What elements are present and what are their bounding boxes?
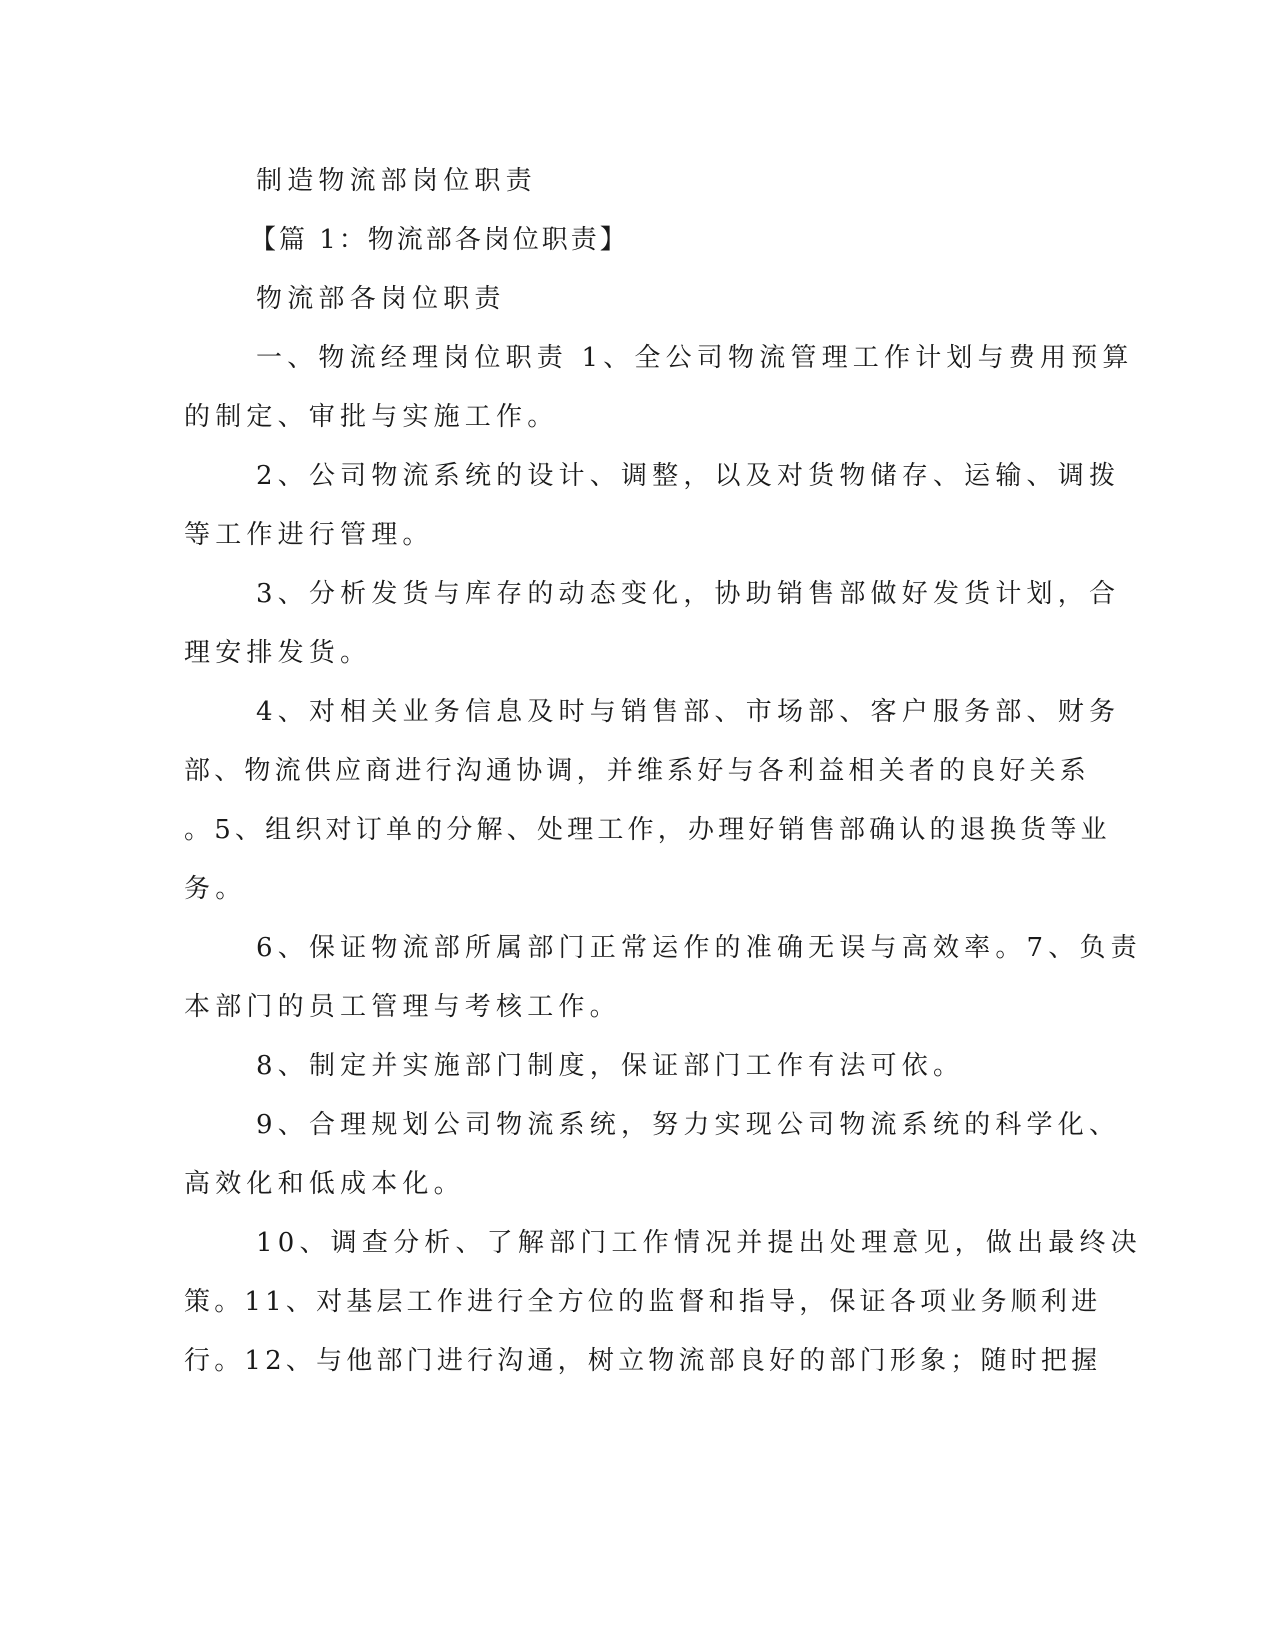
paragraph-line: 部、物流供应商进行沟通协调，并维系好与各利益相关者的良好关系: [184, 756, 1091, 786]
paragraph-line: 2、公司物流系统的设计、调整，以及对货物储存、运输、调拨: [256, 461, 1121, 491]
paragraph-line: 一、物流经理岗位职责 1、全公司物流管理工作计划与费用预算: [256, 343, 1134, 373]
section-heading: 【篇 1：物流部各岗位职责】: [250, 225, 629, 255]
paragraph-line: 行。12、与他部门进行沟通，树立物流部良好的部门形象；随时把握: [184, 1346, 1102, 1376]
paragraph-line: 等工作进行管理。: [184, 520, 434, 550]
paragraph-line: 高效化和低成本化。: [184, 1169, 465, 1199]
paragraph-line: 4、对相关业务信息及时与销售部、市场部、客户服务部、财务: [256, 697, 1121, 727]
subheading: 物流部各岗位职责: [256, 284, 506, 314]
paragraph-line: 3、分析发货与库存的动态变化，协助销售部做好发货计划，合: [256, 579, 1121, 609]
paragraph-line: 的制定、审批与实施工作。: [184, 402, 559, 432]
paragraph-line: 务。: [184, 874, 247, 904]
document-title: 制造物流部岗位职责: [256, 166, 537, 196]
paragraph-line: 8、制定并实施部门制度，保证部门工作有法可依。: [256, 1051, 965, 1081]
paragraph-line: 理安排发货。: [184, 638, 372, 668]
paragraph-line: 10、调查分析、了解部门工作情况并提出处理意见，做出最终决: [256, 1228, 1142, 1258]
paragraph-line: 本部门的员工管理与考核工作。: [184, 992, 621, 1022]
paragraph-line: 策。11、对基层工作进行全方位的监督和指导，保证各项业务顺利进: [184, 1287, 1102, 1317]
paragraph-line: 9、合理规划公司物流系统，努力实现公司物流系统的科学化、: [256, 1110, 1121, 1140]
paragraph-line: 6、保证物流部所属部门正常运作的准确无误与高效率。7、负责: [256, 933, 1142, 963]
paragraph-line: 。5、组织对订单的分解、处理工作，办理好销售部确认的退换货等业: [184, 815, 1111, 845]
